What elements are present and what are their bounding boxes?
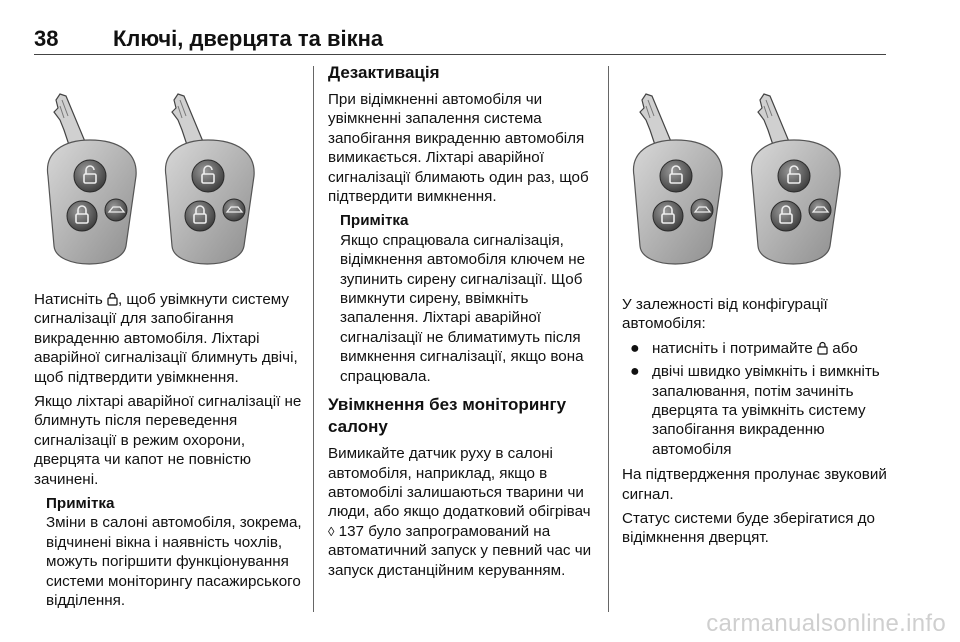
section-heading: Увімкнення без моніторингу салону xyxy=(328,395,567,437)
page-reference-arrow-icon: ◊ xyxy=(328,523,335,539)
lock-symbol-icon xyxy=(107,292,118,306)
page-number: 38 xyxy=(34,26,59,51)
paragraph: Натисніть , щоб увімкнути систему сигналізації для запобігання викраденню автомобіля. Ліхтарі аварійної сигналізації блимнуть двічі, щоб підтвердити увімкнення. xyxy=(34,291,298,386)
column-right xyxy=(622,295,892,553)
paragraph: Якщо ліхтарі аварійної сигналізації не блимнуть після переведення сигналізації в режим охорони, дверцята чи капот не повністю зачинені. xyxy=(34,393,302,488)
page-title: Ключі, дверцята та вікна xyxy=(113,26,384,51)
key-fob-illustration xyxy=(620,66,882,278)
paragraph: Вимикайте датчик руху в салоні автомобіля, наприклад, якщо в автомобілі залишаються тварини чи люди, або якщо додатковий обігрівач ◊ 137 було запрограмований на автоматичний запуск у певний час чи запуск дистанційним керуванням. xyxy=(328,445,592,579)
paragraph: При відімкненні автомобіля чи увімкненні запалення система запобігання викраденню автомобіля вимикається. Ліхтарі аварійної сигналізації блимають один раз, щоб підтвердити вимкнення. xyxy=(328,91,589,206)
paragraph: Статус системи буде зберігатися до відімкнення дверцят. xyxy=(622,510,875,547)
lock-symbol-icon xyxy=(817,341,828,355)
section-heading: Дезактивація xyxy=(328,63,440,82)
paragraph: На підтвердження пролунає звуковий сигнал. xyxy=(622,466,887,503)
note-title: Примітка xyxy=(46,495,115,513)
list-item: ● двічі швидко увімкніть і вимкніть запалювання, потім зачиніть дверцята та увімкніть систему запобігання викраденню автомобіля xyxy=(630,363,880,458)
bullet-list xyxy=(622,339,892,459)
key-fob-illustration xyxy=(34,66,296,278)
page-header xyxy=(34,26,886,55)
column-middle xyxy=(328,62,600,585)
list-item: ● натисніть і потримайте або xyxy=(630,339,858,357)
note-box xyxy=(340,211,600,386)
note-box xyxy=(46,494,304,610)
bullet-icon: ● xyxy=(630,339,640,357)
column-left xyxy=(34,290,304,619)
note-text: Зміни в салоні автомобіля, зокрема, відчинені вікна і наявність чохлів, можуть погіршити функціонування системи моніторингу пасажирського відділення. xyxy=(46,514,302,610)
watermark: carmanualsonline.info xyxy=(706,610,946,637)
column-divider xyxy=(608,66,609,612)
bullet-icon: ● xyxy=(630,363,640,381)
page-reference-link[interactable]: 137 xyxy=(334,522,364,540)
note-text: Якщо спрацювала сигналізація, відімкнення автомобіля ключем не зупинить сирену сигналізації. Щоб вимкнути сирену, ввімкніть запалення. Ліхтарі аварійної сигналізації не блиматимуть після вимкнення сигналізації, якщо вона спрацювала. xyxy=(340,231,586,385)
paragraph: У залежності від конфігурації автомобіля: xyxy=(622,296,828,333)
note-title: Примітка xyxy=(340,212,409,230)
column-divider xyxy=(313,66,314,612)
